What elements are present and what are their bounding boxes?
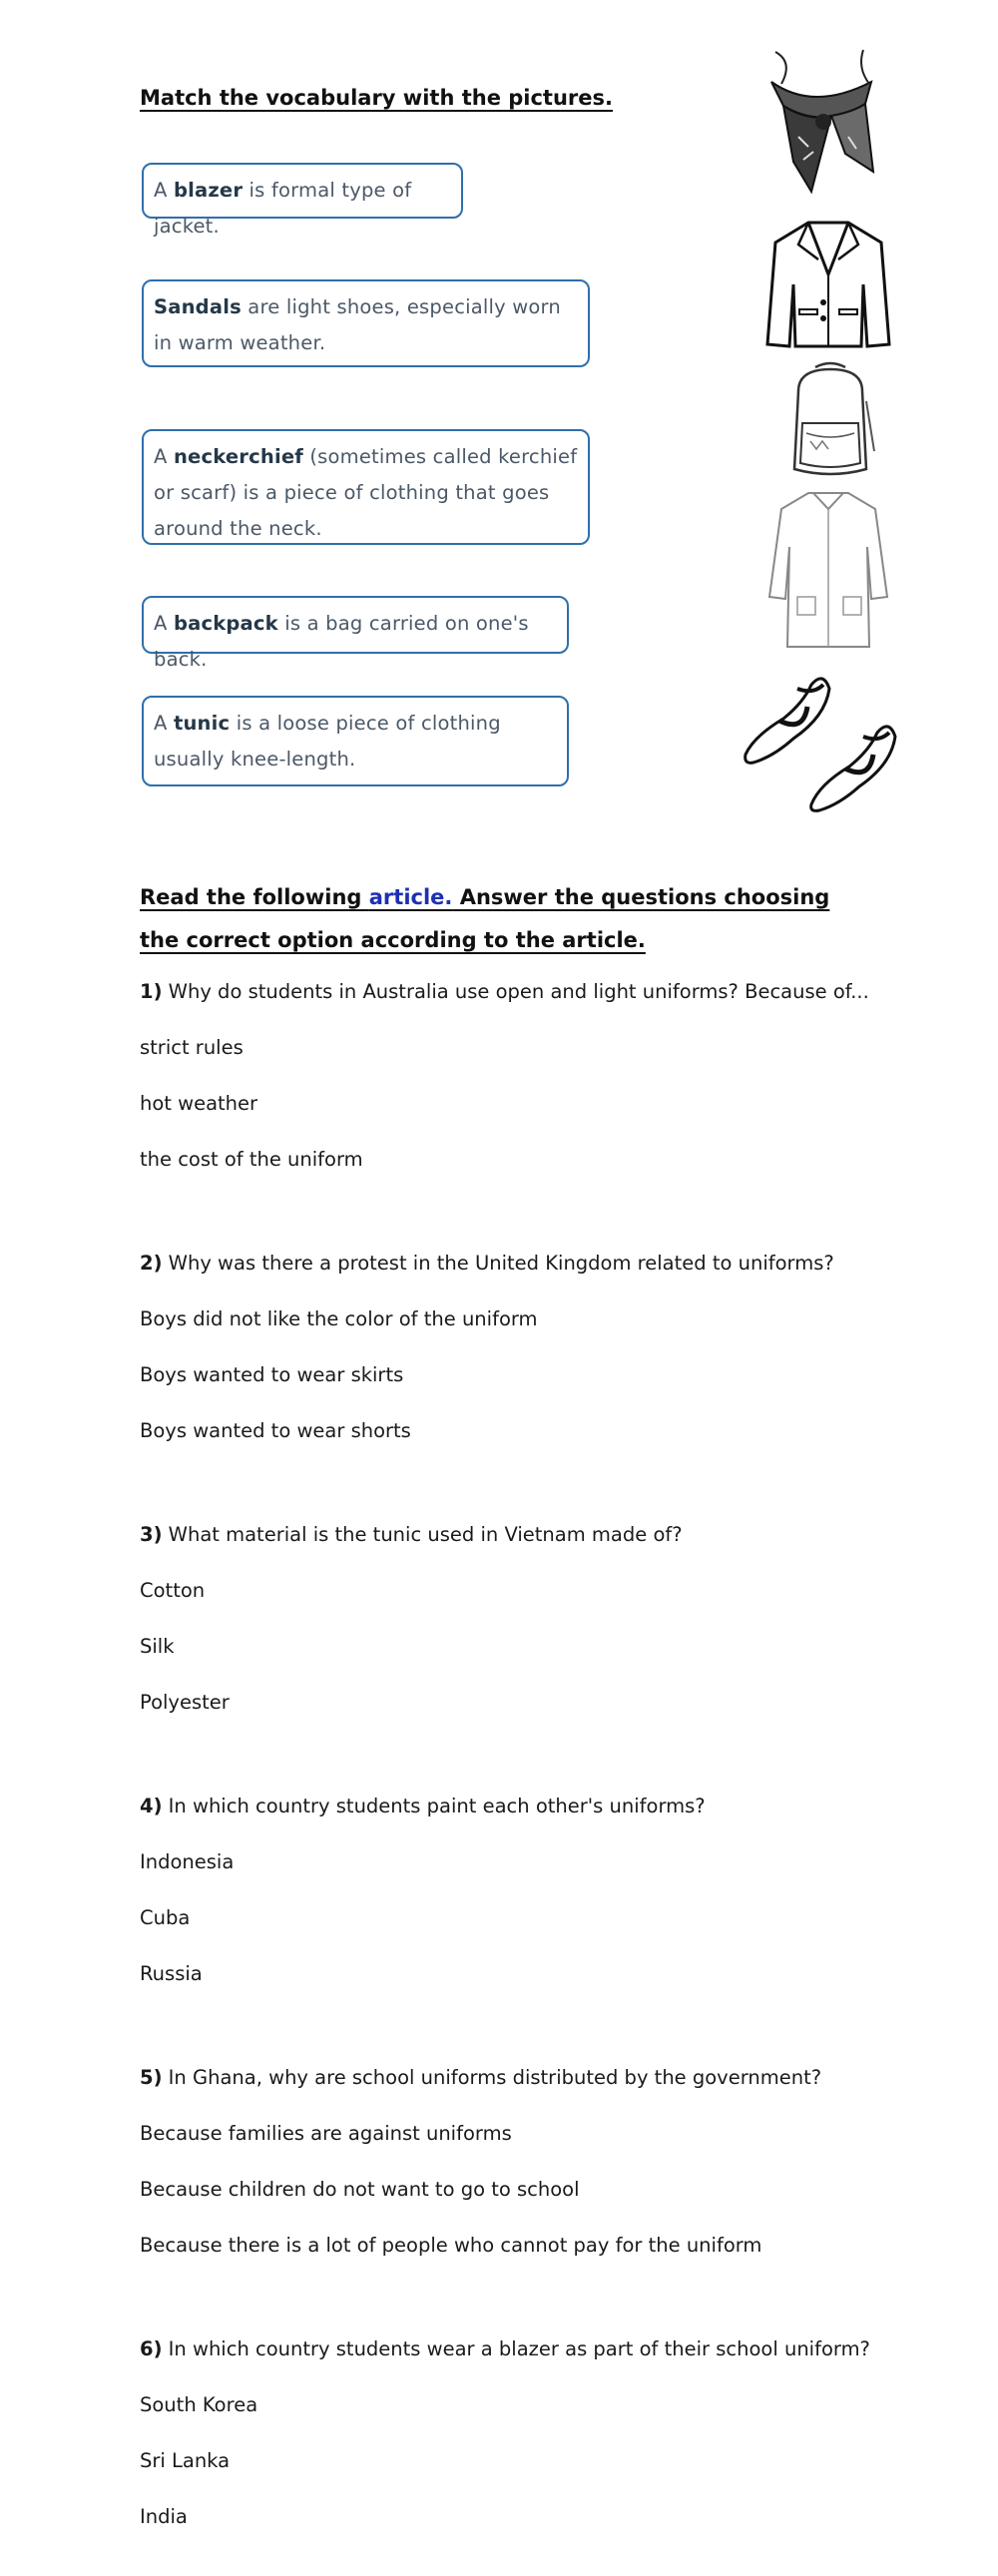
question-text: In Ghana, why are school uniforms distributed by the government? [162, 2066, 822, 2089]
vocab-def: are light shoes, especially worn in warm weather. [154, 295, 561, 354]
vocab-term: backpack [173, 612, 278, 635]
blazer-icon[interactable] [763, 215, 893, 354]
answer-option[interactable]: South Korea [140, 2393, 258, 2416]
question-text: What material is the tunic used in Vietnam made of? [162, 1523, 683, 1546]
answer-option[interactable]: Sri Lanka [140, 2449, 231, 2472]
question-text: Why do students in Australia use open and light uniforms? Because of... [162, 980, 869, 1003]
question-number: 5) [140, 2066, 163, 2089]
answer-option[interactable]: Because there is a lot of people who cannot pay for the uniform [140, 2234, 762, 2257]
question-number: 1) [140, 980, 163, 1003]
heading-text: Read the following [140, 885, 369, 909]
vocab-box-blazer[interactable] [142, 163, 463, 238]
vocab-pre: A [154, 445, 174, 468]
vocab-def: (sometimes called kerchief or scarf) is a piece of clothing that goes around the neck. [154, 445, 578, 540]
read-article-heading [140, 876, 858, 962]
question-1 [140, 980, 869, 1003]
question-2 [140, 1252, 834, 1275]
answer-option[interactable]: Because families are against uniforms [140, 2122, 512, 2145]
answer-option[interactable]: Polyester [140, 1691, 230, 1714]
vocab-term: Sandals [154, 295, 242, 318]
question-text: In which country students paint each other's uniforms? [162, 1795, 706, 1817]
match-heading: Match the vocabulary with the pictures. [140, 86, 613, 110]
answer-option[interactable]: hot weather [140, 1092, 258, 1115]
article-link[interactable]: article. [368, 885, 453, 909]
vocab-pre: A [154, 612, 174, 635]
question-text: In which country students wear a blazer as part of their school uniform? [162, 2337, 870, 2360]
question-number: 4) [140, 1795, 163, 1817]
vocab-term: tunic [173, 712, 231, 735]
question-number: 6) [140, 2337, 163, 2360]
heading-text: Answer the questions choosing the correct option according to the article. [140, 885, 830, 952]
answer-option[interactable]: Boys wanted to wear shorts [140, 1419, 411, 1442]
question-6 [140, 2337, 870, 2360]
sandals-icon[interactable] [734, 667, 903, 816]
vocab-def: is a loose piece of clothing usually knee-length. [154, 712, 501, 771]
question-text: Why was there a protest in the United Kingdom related to uniforms? [162, 1252, 834, 1275]
answer-option[interactable]: Cuba [140, 1906, 191, 1929]
answer-option[interactable]: Russia [140, 1962, 203, 1985]
answer-option[interactable]: the cost of the uniform [140, 1148, 363, 1171]
vocab-term: blazer [173, 179, 244, 202]
answer-option[interactable]: India [140, 2505, 188, 2528]
question-number: 2) [140, 1252, 163, 1275]
vocab-term: neckerchief [173, 445, 303, 468]
question-5 [140, 2066, 821, 2089]
answer-option[interactable]: Boys did not like the color of the uniform [140, 1307, 538, 1330]
vocab-box-backpack[interactable] [142, 596, 569, 671]
answer-option[interactable]: strict rules [140, 1036, 244, 1059]
tunic-icon[interactable] [763, 487, 893, 652]
question-3 [140, 1523, 683, 1546]
question-number: 3) [140, 1523, 163, 1546]
vocab-def: is a bag carried on one's back. [154, 612, 529, 671]
answer-option[interactable]: Boys wanted to wear skirts [140, 1363, 404, 1386]
answer-option[interactable]: Silk [140, 1635, 175, 1658]
vocab-box-neckerchief[interactable] [142, 429, 590, 545]
neckerchief-icon[interactable] [753, 42, 888, 212]
answer-option[interactable]: Indonesia [140, 1850, 235, 1873]
vocab-box-tunic[interactable] [142, 696, 569, 786]
vocab-pre: A [154, 712, 174, 735]
vocab-box-sandals[interactable] [142, 279, 590, 367]
vocab-def: is formal type of jacket. [154, 179, 412, 238]
backpack-icon[interactable] [780, 361, 880, 481]
answer-option[interactable]: Because children do not want to go to school [140, 2178, 580, 2201]
question-4 [140, 1795, 706, 1817]
vocab-pre: A [154, 179, 174, 202]
answer-option[interactable]: Cotton [140, 1579, 206, 1602]
